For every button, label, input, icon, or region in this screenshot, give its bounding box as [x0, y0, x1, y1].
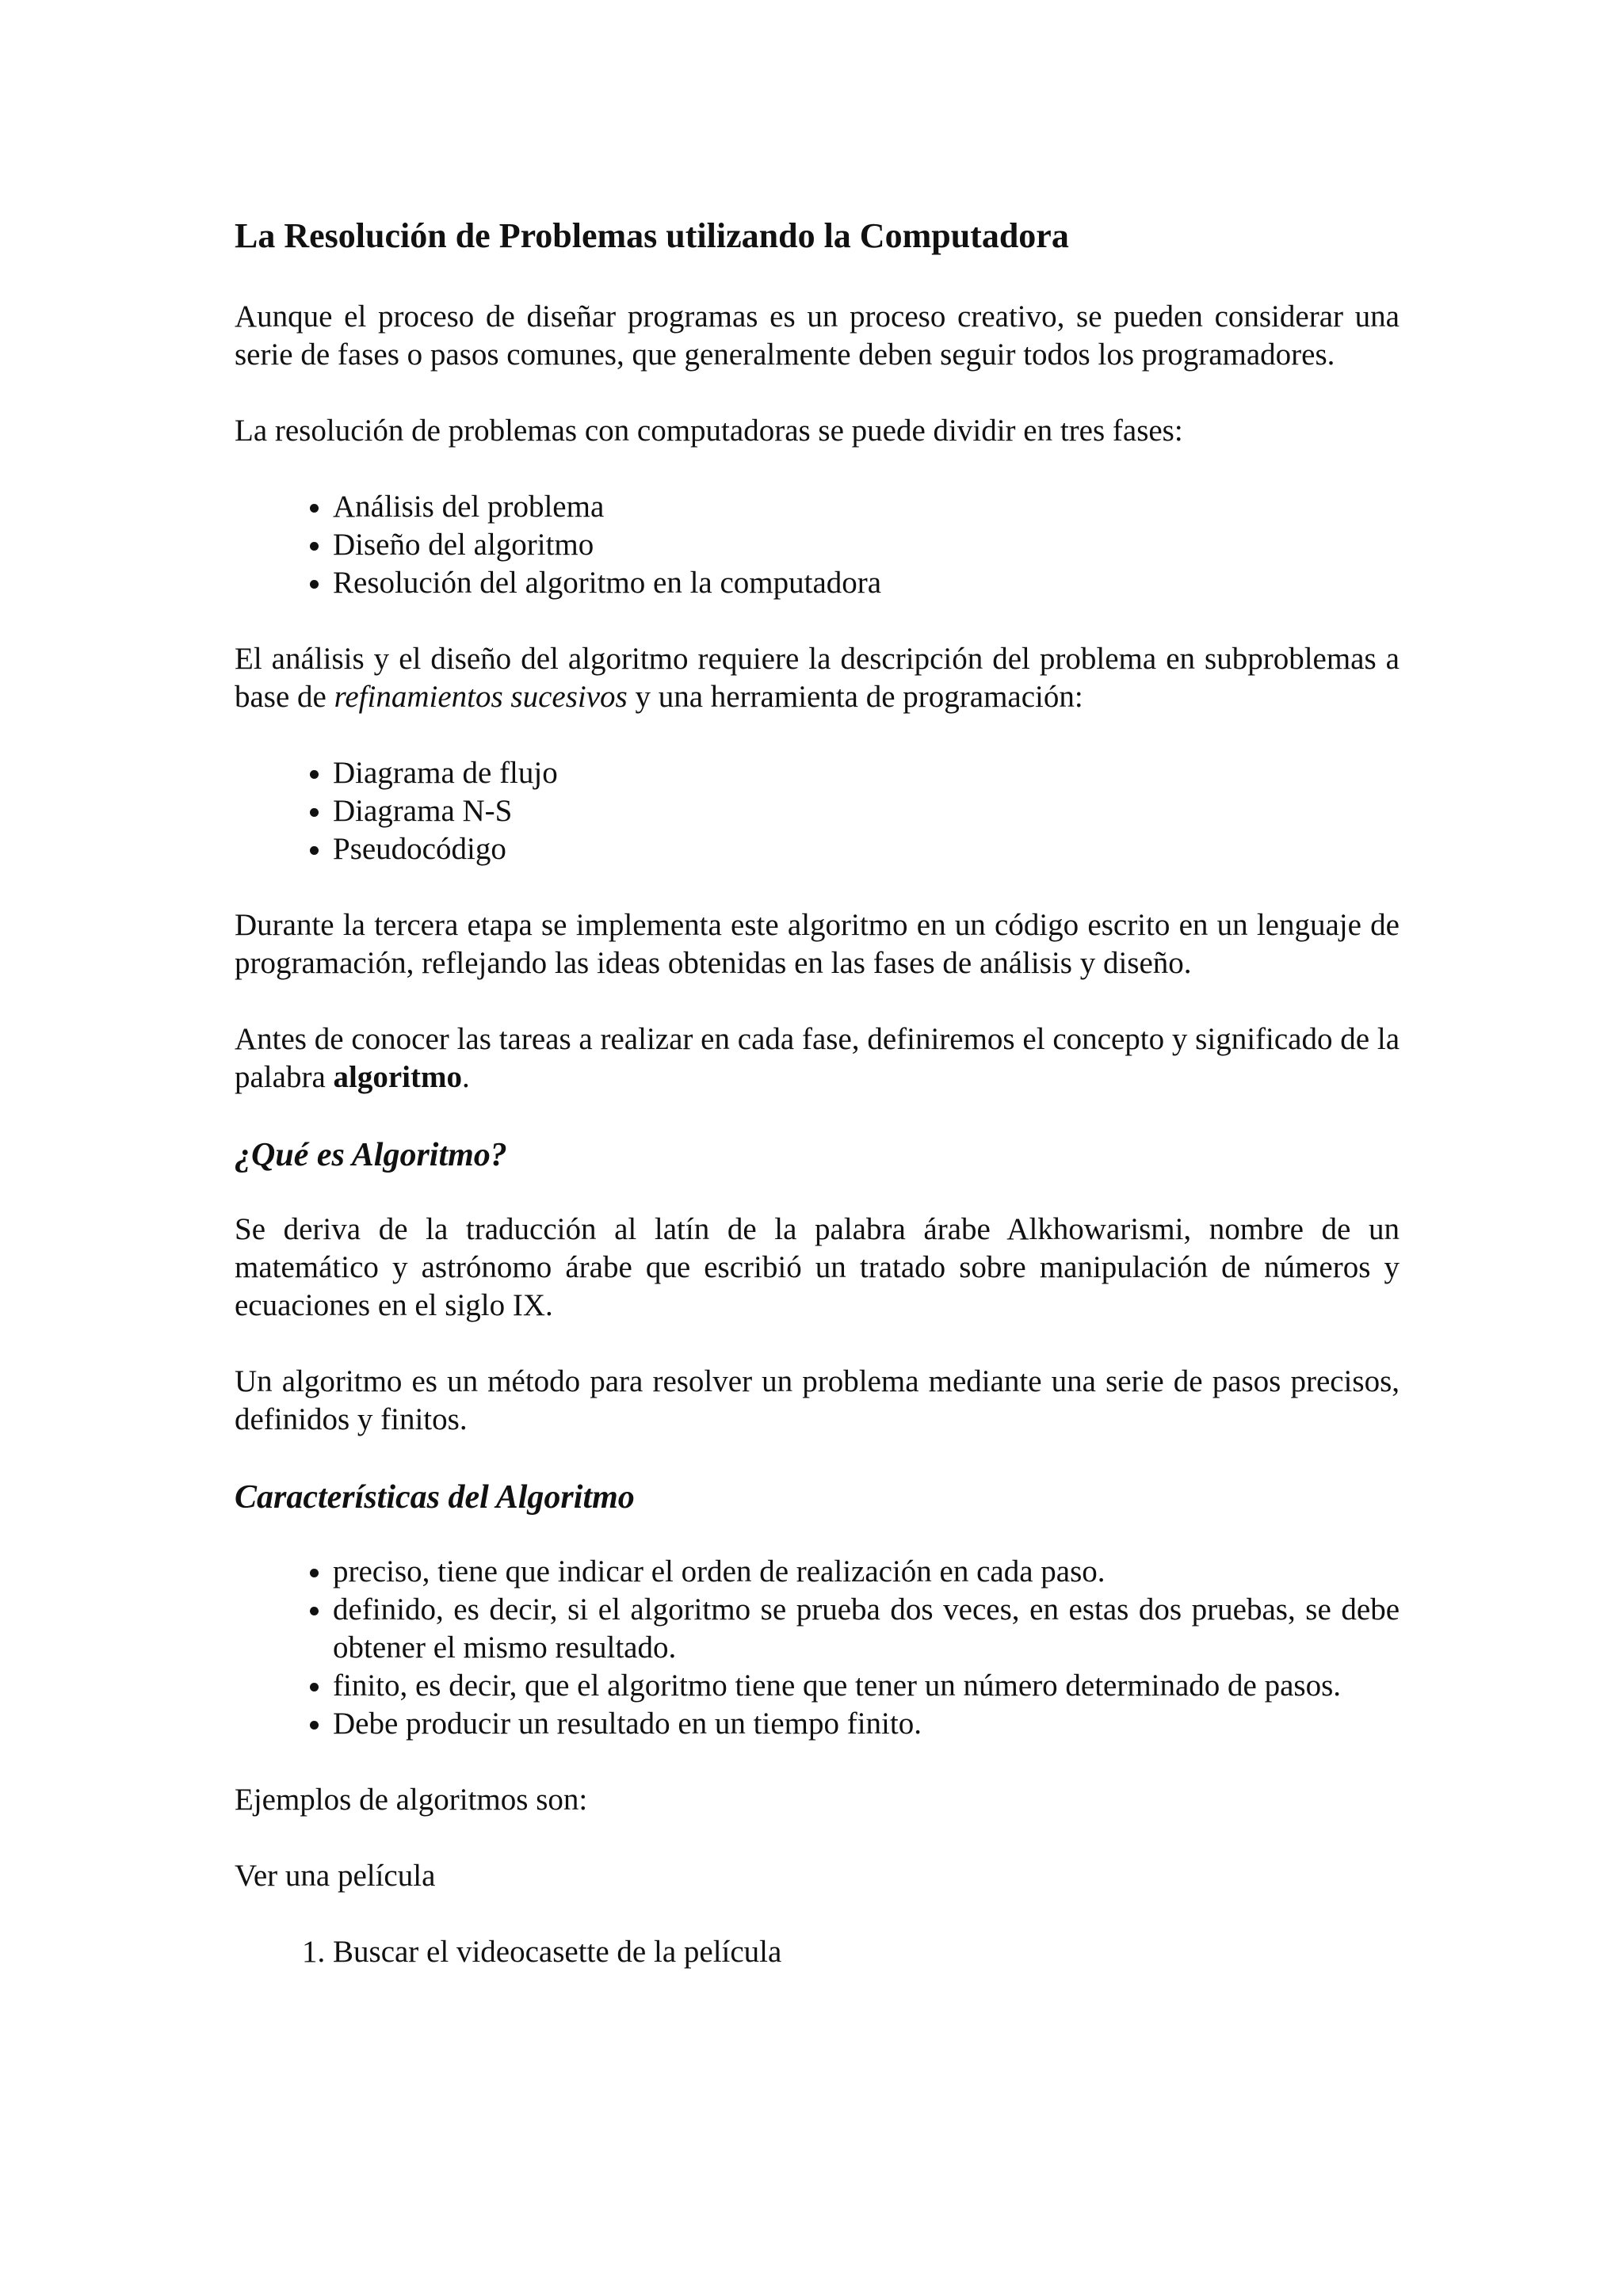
analysis-paragraph	[235, 640, 1400, 716]
etymology-paragraph: Se deriva de la traducción al latín de la palabra árabe Alkhowarismi, nombre de un matemático y astrónomo árabe que escribió un tratado sobre manipulación de números y ecuaciones en el siglo IX.	[235, 1212, 1400, 1322]
list-item: • preciso, tiene que indicar el orden de realización en cada paso.	[333, 1553, 1400, 1591]
definition-paragraph: Un algoritmo es un método para resolver un problema mediante una serie de pasos precisos, definidos y finitos.	[235, 1364, 1400, 1436]
section-heading-caracteristicas: Características del Algoritmo	[235, 1479, 635, 1516]
list-item: • Análisis del problema	[333, 488, 1400, 526]
steps-list	[235, 1933, 1400, 1971]
document-page	[235, 214, 1400, 2009]
text-segment: .	[461, 1060, 470, 1094]
tools-list	[235, 754, 1400, 868]
list-item: • Resolución del algoritmo en la computadora	[333, 564, 1400, 602]
italic-term: refinamientos sucesivos	[334, 680, 628, 714]
list-item: • Diagrama de flujo	[333, 754, 1400, 792]
list-item: • Debe producir un resultado en un tiempo finito.	[333, 1705, 1400, 1743]
list-item: • definido, es decir, si el algoritmo se prueba dos veces, en estas dos pruebas, se debe obtener el mismo resultado.	[333, 1591, 1400, 1667]
example-title-paragraph: Ver una película	[235, 1859, 436, 1893]
section-heading-que-es: ¿Qué es Algoritmo?	[235, 1137, 507, 1173]
phases-intro-paragraph: La resolución de problemas con computadoras se puede dividir en tres fases:	[235, 414, 1183, 448]
examples-paragraph: Ejemplos de algoritmos son:	[235, 1783, 588, 1817]
page-title: La Resolución de Problemas utilizando la Computadora	[235, 216, 1069, 255]
implementation-paragraph: Durante la tercera etapa se implementa este algoritmo en un código escrito en un lenguaje de programación, reflejando las ideas obtenidas en las fases de análisis y diseño.	[235, 908, 1400, 980]
text-segment: Antes de conocer las tareas a realizar en cada fase, definiremos el concepto y significado de la palabra	[235, 1022, 1400, 1094]
list-item: 1. Buscar el videocasette de la película	[333, 1933, 1400, 1971]
list-item: • finito, es decir, que el algoritmo tiene que tener un número determinado de pasos.	[333, 1667, 1400, 1705]
text-segment: El análisis y el diseño del algoritmo requiere la descripción del problema en subproblemas a base de	[235, 642, 1400, 714]
intro-paragraph: Aunque el proceso de diseñar programas es un proceso creativo, se pueden considerar una serie de fases o pasos comunes, que generalmente deben seguir todos los programadores.	[235, 299, 1400, 372]
list-item: • Diseño del algoritmo	[333, 526, 1400, 564]
bold-term: algoritmo	[333, 1060, 462, 1094]
text-segment: y una herramienta de programación:	[627, 680, 1083, 714]
list-item: • Pseudocódigo	[333, 830, 1400, 868]
phases-list	[235, 488, 1400, 602]
list-item: • Diagrama N-S	[333, 792, 1400, 830]
characteristics-list	[235, 1553, 1400, 1743]
definition-intro-paragraph	[235, 1020, 1400, 1097]
